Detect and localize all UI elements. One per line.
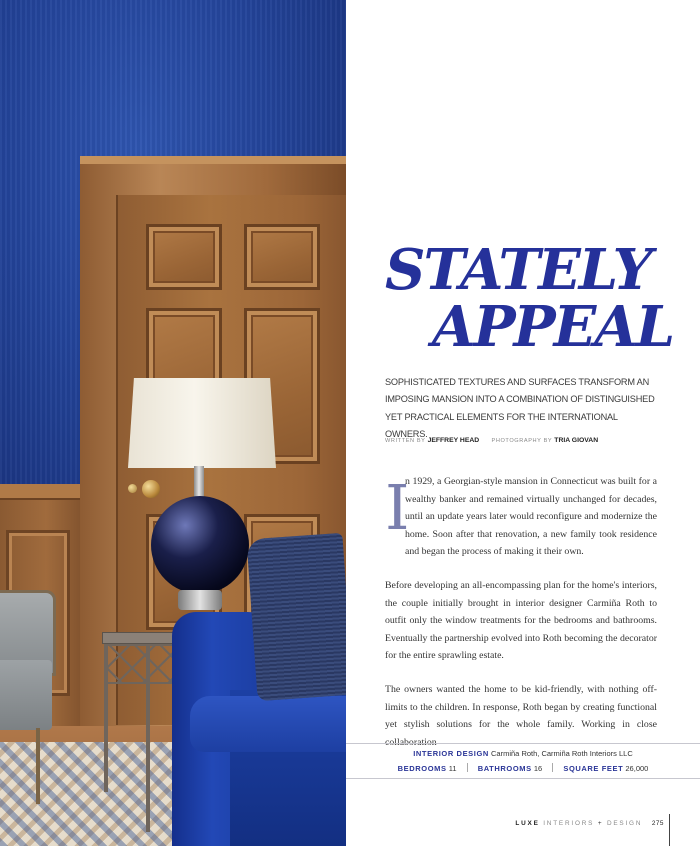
navy-pillow bbox=[246, 533, 346, 701]
bathrooms-value: 16 bbox=[533, 764, 543, 773]
wainscot-rail bbox=[0, 484, 92, 500]
blue-sofa-cushion bbox=[190, 696, 346, 752]
lamp-neck bbox=[194, 466, 204, 500]
page-number: 275 bbox=[651, 820, 664, 827]
lamp-shade bbox=[128, 378, 276, 468]
paragraph-3: The owners wanted the home to be kid-friendly, with nothing off-limits to the children. In response, Roth began by creating functional yet stylish solutions for the whole family. Working in close collaboration bbox=[385, 683, 657, 748]
magazine-brand: LUXE bbox=[515, 820, 540, 827]
door-escutcheon bbox=[128, 484, 137, 493]
cobalt-lamp-base bbox=[151, 496, 249, 594]
interior-design-label: INTERIOR DESIGN bbox=[413, 749, 489, 758]
magazine-word-design: DESIGN bbox=[606, 820, 643, 827]
square-feet-value: 26,000 bbox=[625, 764, 649, 773]
info-row-designer bbox=[346, 749, 700, 758]
paragraph-1-text: n 1929, a Georgian-style mansion in Connecticut was built for a wealthy banker and remained virtually unchanged for decades, until an update years later would reconfigure and modernize the home. Soon after that renovation, a new family took residence and began the process of making it their own. bbox=[405, 476, 657, 558]
project-info-bar bbox=[346, 743, 700, 779]
written-by-label: WRITTEN BY bbox=[385, 438, 426, 444]
article-title-line-2: APPEAL bbox=[432, 294, 674, 360]
footer-rule bbox=[669, 814, 670, 846]
lamp-foot bbox=[178, 590, 222, 610]
page-footer bbox=[515, 820, 664, 827]
article-title-line-1: STATELY bbox=[385, 237, 651, 303]
paragraph bbox=[385, 473, 657, 561]
interior-photo bbox=[0, 0, 346, 846]
magazine-plus: + bbox=[597, 820, 604, 827]
article-subtitle: SOPHISTICATED TEXTURES AND SURFACES TRANSFORM AN IMPOSING MANSION INTO A COMBINATION OF DISTINGUISHED YET PRACTICAL ELEMENTS FOR THE INTERNATIONAL OWNERS. bbox=[385, 377, 655, 440]
magazine-word-interiors: INTERIORS bbox=[543, 820, 595, 827]
door-panel bbox=[244, 224, 320, 290]
photography-by-label: PHOTOGRAPHY BY bbox=[491, 438, 553, 444]
bedrooms-label: BEDROOMS bbox=[397, 764, 447, 773]
photographer-name: TRIA GIOVAN bbox=[554, 437, 599, 444]
drop-cap: I bbox=[385, 471, 410, 544]
door-panel bbox=[146, 224, 222, 290]
square-feet-label: SQUARE FEET bbox=[563, 764, 624, 773]
article-credits bbox=[385, 437, 598, 444]
interior-design-value: Carmiña Roth, Carmiña Roth Interiors LLC bbox=[491, 749, 633, 758]
paragraph-2: Before developing an all-encompassing plan for the home's interiors, the couple initially brought in interior designer Carmiña Roth to outfit only the window treatments for the bedrooms and bathrooms. Eventually the partnership evolved into Roth becoming the decorator for the entire sprawling estate. bbox=[385, 579, 657, 662]
bedrooms-value: 11 bbox=[448, 764, 457, 773]
article-body bbox=[385, 473, 657, 767]
info-row-stats bbox=[346, 763, 700, 773]
door-knob bbox=[142, 480, 160, 498]
writer-name: JEFFREY HEAD bbox=[427, 437, 480, 444]
bathrooms-label: BATHROOMS bbox=[477, 764, 532, 773]
divider bbox=[467, 763, 468, 772]
gray-armchair bbox=[0, 590, 54, 760]
divider bbox=[552, 763, 553, 772]
